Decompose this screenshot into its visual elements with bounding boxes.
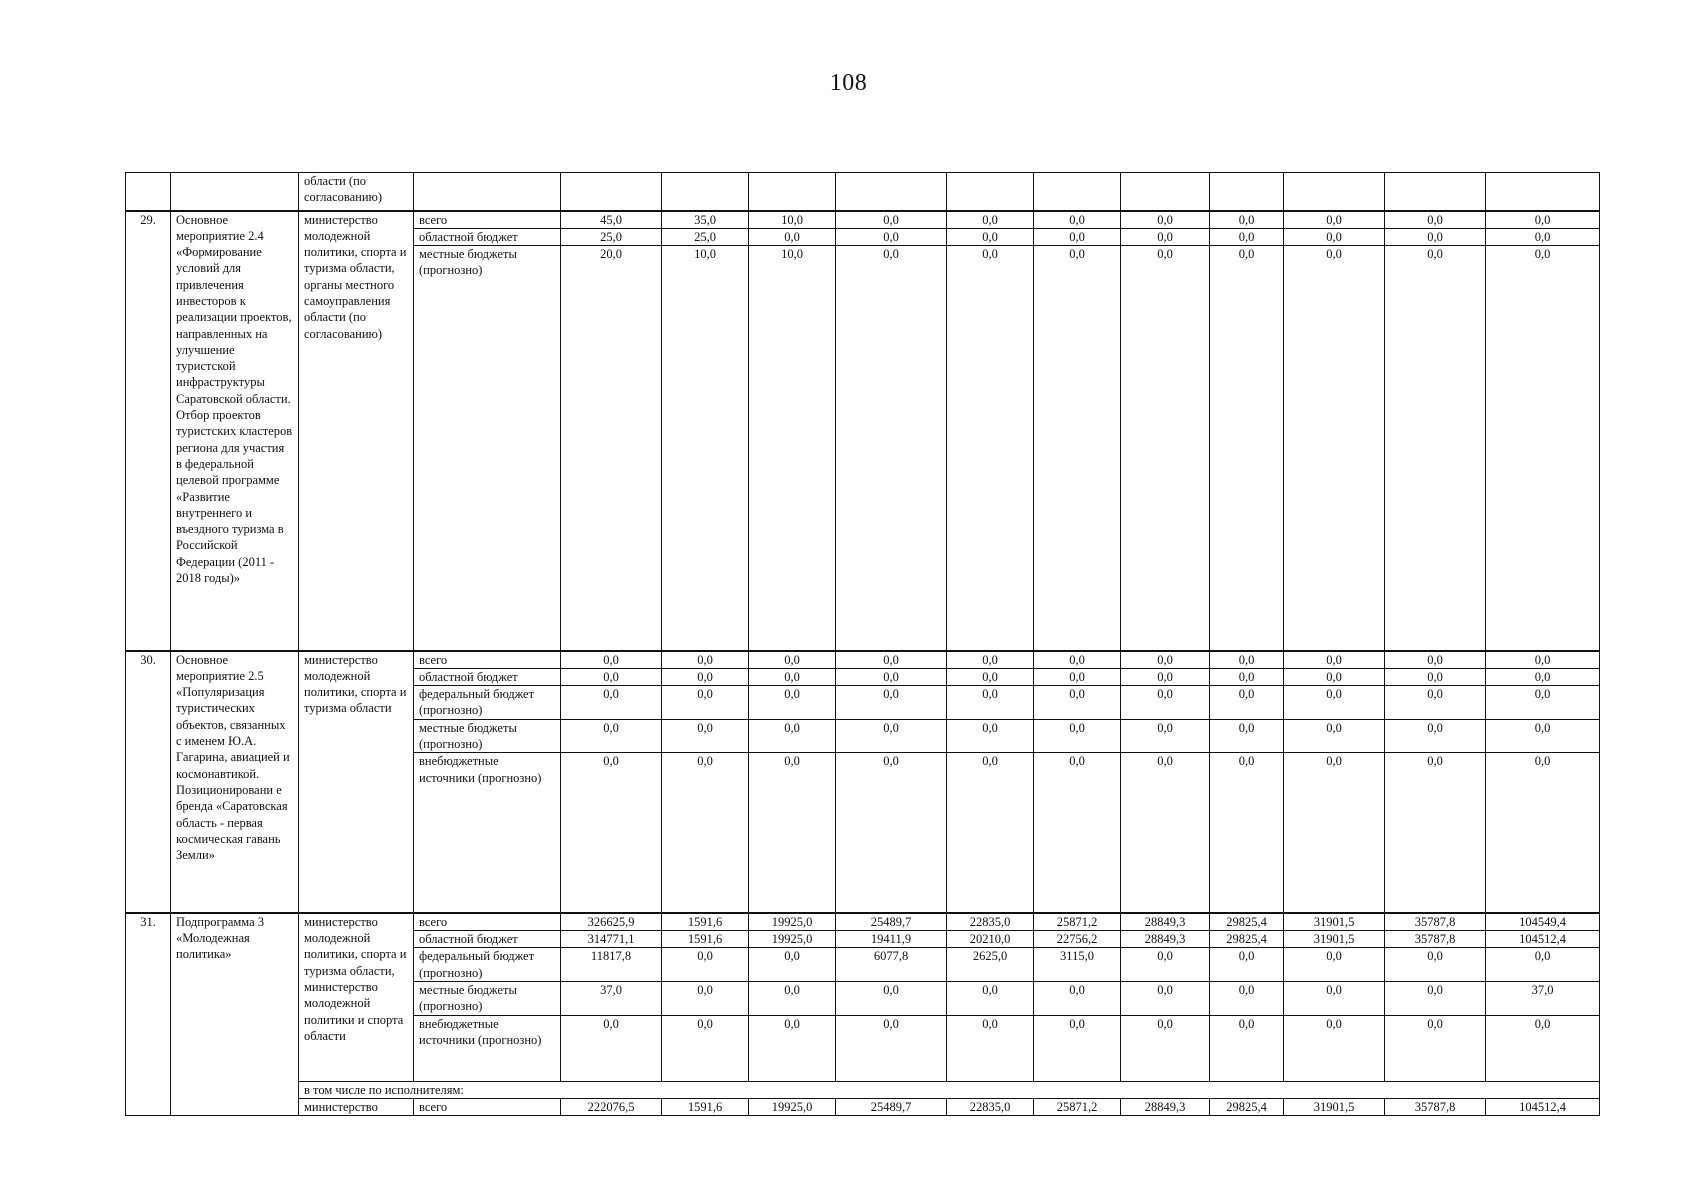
amount-cell: 326625,9 (561, 913, 662, 931)
amount-cell: 0,0 (1121, 228, 1210, 245)
amount-cell: 0,0 (561, 753, 662, 913)
amount-cell: 0,0 (1486, 686, 1600, 720)
amount-cell: 0,0 (1121, 668, 1210, 685)
amount-cell: 0,0 (1121, 211, 1210, 229)
amount-cell: 0,0 (1284, 982, 1385, 1016)
amount-cell: 0,0 (1210, 228, 1284, 245)
table-row (126, 211, 1600, 229)
funding-source: областной бюджет (414, 931, 561, 948)
empty-cell (1210, 173, 1284, 211)
amount-cell: 0,0 (836, 246, 947, 651)
amount-cell: 20210,0 (947, 931, 1034, 948)
amount-cell: 0,0 (1486, 668, 1600, 685)
amount-cell: 6077,8 (836, 948, 947, 982)
amount-cell: 31901,5 (1284, 931, 1385, 948)
amount-cell: 0,0 (947, 651, 1034, 669)
amount-cell: 0,0 (561, 668, 662, 685)
amount-cell: 0,0 (1210, 1015, 1284, 1081)
budget-table (125, 172, 1600, 1116)
executor-cell: области (по согласованию) (299, 173, 414, 211)
amount-cell: 37,0 (1486, 982, 1600, 1016)
amount-cell: 0,0 (662, 948, 749, 982)
funding-source: местные бюджеты (прогнозно) (414, 246, 561, 651)
amount-cell: 0,0 (1385, 211, 1486, 229)
funding-source: областной бюджет (414, 228, 561, 245)
amount-cell: 1591,6 (662, 913, 749, 931)
amount-cell: 31901,5 (1284, 1098, 1385, 1115)
amount-cell: 0,0 (662, 753, 749, 913)
amount-cell: 28849,3 (1121, 1098, 1210, 1115)
empty-cell (749, 173, 836, 211)
amount-cell: 0,0 (561, 686, 662, 720)
amount-cell: 0,0 (749, 1015, 836, 1081)
index-cell (126, 173, 171, 211)
amount-cell: 3115,0 (1034, 948, 1121, 982)
amount-cell: 104512,4 (1486, 931, 1600, 948)
amount-cell: 0,0 (947, 1015, 1034, 1081)
amount-cell: 0,0 (1385, 719, 1486, 753)
empty-cell (1486, 173, 1600, 211)
funding-source: всего (414, 651, 561, 669)
amount-cell: 19925,0 (749, 1098, 836, 1115)
amount-cell: 0,0 (1034, 719, 1121, 753)
empty-cell (1034, 173, 1121, 211)
amount-cell: 0,0 (749, 753, 836, 913)
amount-cell: 0,0 (561, 719, 662, 753)
amount-cell: 0,0 (662, 686, 749, 720)
executor-name: министерство молодежной политики, спорта и туризма области (299, 651, 414, 913)
amount-cell: 31901,5 (1284, 913, 1385, 931)
amount-cell: 22835,0 (947, 1098, 1034, 1115)
amount-cell: 0,0 (947, 686, 1034, 720)
amount-cell: 0,0 (1034, 753, 1121, 913)
amount-cell: 0,0 (1385, 982, 1486, 1016)
table-row (126, 173, 1600, 211)
amount-cell: 0,0 (836, 668, 947, 685)
amount-cell: 22835,0 (947, 913, 1034, 931)
amount-cell: 19925,0 (749, 913, 836, 931)
measure-cell (171, 173, 299, 211)
amount-cell: 19925,0 (749, 931, 836, 948)
measure-name: Основное мероприятие 2.4 «Формирование условий для привлечения инвесторов к реализации проектов, направленных на улучшение туристской инфраструктуры Саратовской области. Отбор проектов туристских кластеров региона для участия в федеральной целевой программе «Развитие внутреннего и въездного туризма в Российской Федерации (2011 - 2018 годы)» (171, 211, 299, 651)
amount-cell: 0,0 (836, 228, 947, 245)
amount-cell: 0,0 (1284, 651, 1385, 669)
amount-cell: 25,0 (561, 228, 662, 245)
amount-cell: 1591,6 (662, 931, 749, 948)
amount-cell: 222076,5 (561, 1098, 662, 1115)
amount-cell: 0,0 (1385, 228, 1486, 245)
amount-cell: 19411,9 (836, 931, 947, 948)
amount-cell: 104549,4 (1486, 913, 1600, 931)
amount-cell: 0,0 (1385, 668, 1486, 685)
amount-cell: 0,0 (1284, 753, 1385, 913)
amount-cell: 0,0 (1034, 1015, 1121, 1081)
amount-cell: 37,0 (561, 982, 662, 1016)
funding-source: местные бюджеты (прогнозно) (414, 982, 561, 1016)
amount-cell: 0,0 (1034, 211, 1121, 229)
amount-cell: 25871,2 (1034, 913, 1121, 931)
amount-cell: 11817,8 (561, 948, 662, 982)
amount-cell: 0,0 (749, 982, 836, 1016)
table-row (126, 1081, 1600, 1098)
amount-cell: 28849,3 (1121, 931, 1210, 948)
amount-cell: 0,0 (1121, 651, 1210, 669)
row-index: 30. (126, 651, 171, 913)
amount-cell: 0,0 (561, 651, 662, 669)
amount-cell: 0,0 (1034, 982, 1121, 1016)
amount-cell: 29825,4 (1210, 931, 1284, 948)
amount-cell: 0,0 (749, 228, 836, 245)
amount-cell: 0,0 (1034, 651, 1121, 669)
amount-cell: 0,0 (749, 668, 836, 685)
amount-cell: 0,0 (749, 686, 836, 720)
empty-cell (836, 173, 947, 211)
amount-cell: 35787,8 (1385, 913, 1486, 931)
amount-cell: 0,0 (1210, 211, 1284, 229)
funding-source: федеральный бюджет (прогнозно) (414, 948, 561, 982)
amount-cell: 0,0 (662, 651, 749, 669)
amount-cell: 0,0 (1121, 1015, 1210, 1081)
row-index: 31. (126, 913, 171, 1116)
amount-cell: 0,0 (947, 211, 1034, 229)
amount-cell: 0,0 (1121, 246, 1210, 651)
amount-cell: 0,0 (947, 228, 1034, 245)
amount-cell: 0,0 (1284, 948, 1385, 982)
amount-cell: 0,0 (1385, 686, 1486, 720)
measure-name: Основное мероприятие 2.5 «Популяризация туристических объектов, связанных с именем Ю.А. Гагарина, авиацией и космонавтикой. Позиционировани е бренда «Саратовская область - первая космическая гавань Земли» (171, 651, 299, 913)
amount-cell: 0,0 (1284, 228, 1385, 245)
amount-cell: 0,0 (947, 668, 1034, 685)
amount-cell: 0,0 (1121, 948, 1210, 982)
amount-cell: 35787,8 (1385, 931, 1486, 948)
amount-cell: 35787,8 (1385, 1098, 1486, 1115)
amount-cell: 0,0 (1385, 1015, 1486, 1081)
amount-cell: 0,0 (836, 686, 947, 720)
amount-cell: 25489,7 (836, 913, 947, 931)
amount-cell: 0,0 (1121, 686, 1210, 720)
amount-cell: 0,0 (1034, 686, 1121, 720)
amount-cell: 22756,2 (1034, 931, 1121, 948)
amount-cell: 20,0 (561, 246, 662, 651)
amount-cell: 0,0 (1486, 948, 1600, 982)
amount-cell: 0,0 (662, 668, 749, 685)
amount-cell: 10,0 (662, 246, 749, 651)
amount-cell: 0,0 (1486, 246, 1600, 651)
funding-source: местные бюджеты (прогнозно) (414, 719, 561, 753)
amount-cell: 0,0 (1284, 1015, 1385, 1081)
amount-cell: 0,0 (836, 982, 947, 1016)
amount-cell: 0,0 (1385, 246, 1486, 651)
amount-cell: 0,0 (749, 651, 836, 669)
amount-cell: 0,0 (1210, 753, 1284, 913)
amount-cell: 0,0 (947, 246, 1034, 651)
amount-cell: 0,0 (1210, 686, 1284, 720)
empty-cell (561, 173, 662, 211)
amount-cell: 0,0 (749, 719, 836, 753)
amount-cell: 0,0 (1210, 668, 1284, 685)
amount-cell: 29825,4 (1210, 1098, 1284, 1115)
amount-cell: 314771,1 (561, 931, 662, 948)
empty-cell (1284, 173, 1385, 211)
amount-cell: 0,0 (836, 719, 947, 753)
amount-cell: 0,0 (836, 651, 947, 669)
executor-name: министерство (299, 1098, 414, 1115)
amount-cell: 10,0 (749, 211, 836, 229)
amount-cell: 0,0 (1486, 753, 1600, 913)
measure-name: Подпрограмма 3 «Молодежная политика» (171, 913, 299, 1116)
amount-cell: 10,0 (749, 246, 836, 651)
amount-cell: 0,0 (1486, 228, 1600, 245)
empty-cell (1121, 173, 1210, 211)
amount-cell: 0,0 (947, 719, 1034, 753)
amount-cell: 35,0 (662, 211, 749, 229)
amount-cell: 0,0 (947, 753, 1034, 913)
amount-cell: 0,0 (1121, 982, 1210, 1016)
amount-cell: 0,0 (1034, 668, 1121, 685)
amount-cell: 0,0 (1210, 246, 1284, 651)
amount-cell: 29825,4 (1210, 913, 1284, 931)
funding-source: федеральный бюджет (прогнозно) (414, 686, 561, 720)
empty-cell (662, 173, 749, 211)
amount-cell: 0,0 (1486, 211, 1600, 229)
funding-source: всего (414, 1098, 561, 1115)
empty-cell (414, 173, 561, 211)
amount-cell: 0,0 (1121, 719, 1210, 753)
amount-cell: 0,0 (1385, 948, 1486, 982)
amount-cell: 0,0 (1486, 651, 1600, 669)
amount-cell: 0,0 (836, 1015, 947, 1081)
amount-cell: 0,0 (836, 753, 947, 913)
amount-cell: 0,0 (561, 1015, 662, 1081)
funding-source: внебюджетные источники (прогнозно) (414, 753, 561, 913)
amount-cell: 0,0 (1121, 753, 1210, 913)
by-executors-label: в том числе по исполнителям: (299, 1081, 1600, 1098)
amount-cell: 0,0 (1284, 246, 1385, 651)
amount-cell: 0,0 (1284, 668, 1385, 685)
amount-cell: 0,0 (836, 211, 947, 229)
amount-cell: 25489,7 (836, 1098, 947, 1115)
table-body (126, 173, 1600, 1116)
table-row (126, 1098, 1600, 1115)
amount-cell: 0,0 (1034, 246, 1121, 651)
amount-cell: 0,0 (1284, 719, 1385, 753)
funding-source: внебюджетные источники (прогнозно) (414, 1015, 561, 1081)
amount-cell: 1591,6 (662, 1098, 749, 1115)
amount-cell: 28849,3 (1121, 913, 1210, 931)
amount-cell: 0,0 (1486, 719, 1600, 753)
amount-cell: 0,0 (1486, 1015, 1600, 1081)
amount-cell: 0,0 (1210, 719, 1284, 753)
table-row (126, 651, 1600, 669)
funding-source: областной бюджет (414, 668, 561, 685)
page-number: 108 (829, 70, 868, 96)
amount-cell: 25,0 (662, 228, 749, 245)
row-index: 29. (126, 211, 171, 651)
executor-name: министерство молодежной политики, спорта и туризма области, министерство молодежной политики и спорта области (299, 913, 414, 1081)
funding-source: всего (414, 211, 561, 229)
amount-cell: 0,0 (1210, 651, 1284, 669)
executor-name: министерство молодежной политики, спорта и туризма области, органы местного самоуправления области (по согласованию) (299, 211, 414, 651)
funding-source: всего (414, 913, 561, 931)
amount-cell: 2625,0 (947, 948, 1034, 982)
amount-cell: 0,0 (1385, 753, 1486, 913)
amount-cell: 0,0 (1284, 686, 1385, 720)
amount-cell: 0,0 (662, 719, 749, 753)
amount-cell: 0,0 (662, 982, 749, 1016)
amount-cell: 0,0 (1385, 651, 1486, 669)
amount-cell: 0,0 (1210, 982, 1284, 1016)
amount-cell: 0,0 (662, 1015, 749, 1081)
amount-cell: 0,0 (749, 948, 836, 982)
amount-cell: 0,0 (1034, 228, 1121, 245)
amount-cell: 104512,4 (1486, 1098, 1600, 1115)
amount-cell: 25871,2 (1034, 1098, 1121, 1115)
amount-cell: 45,0 (561, 211, 662, 229)
amount-cell: 0,0 (947, 982, 1034, 1016)
amount-cell: 0,0 (1284, 211, 1385, 229)
amount-cell: 0,0 (1210, 948, 1284, 982)
empty-cell (1385, 173, 1486, 211)
table-row (126, 913, 1600, 931)
empty-cell (947, 173, 1034, 211)
